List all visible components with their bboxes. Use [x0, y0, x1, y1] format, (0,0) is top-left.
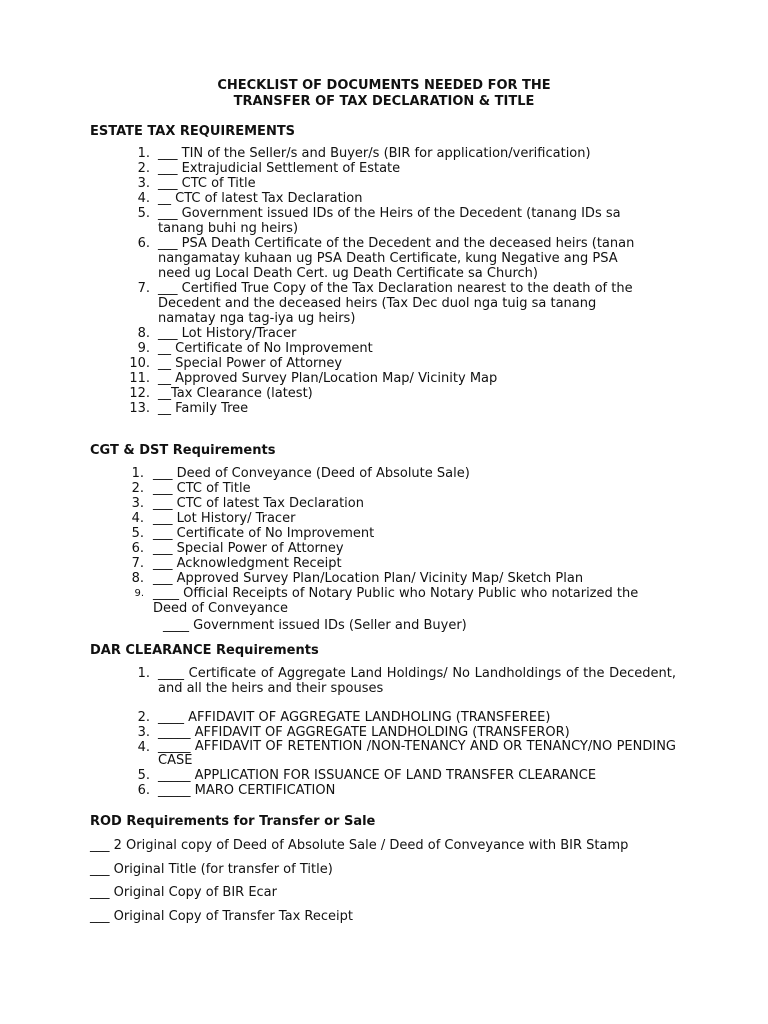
- item-number: 10.: [129, 356, 150, 371]
- list-item: [0, 466, 673, 481]
- item-number: 3.: [137, 176, 150, 191]
- list-item: [0, 511, 673, 526]
- rod-heading: ROD Requirements for Transfer or Sale: [90, 814, 376, 829]
- item-number: 9.: [137, 341, 150, 356]
- item-text: _____ AFFIDAVIT OF RETENTION /NON-TENANCY AND OR TENANCY/NO PENDING CASE: [158, 739, 676, 768]
- item-text: ___ Acknowledgment Receipt: [153, 556, 342, 571]
- item-number: 13.: [129, 401, 150, 416]
- cgt-dst-heading: CGT & DST Requirements: [90, 443, 276, 458]
- list-item: [0, 161, 648, 176]
- item-text: ___ Extrajudicial Settlement of Estate: [158, 161, 401, 176]
- item-number: 2.: [137, 161, 150, 176]
- item-text: __ Approved Survey Plan/Location Map/ Vicinity Map: [158, 371, 498, 386]
- item-text: ___ Lot History/Tracer: [158, 326, 297, 341]
- item-text: ___ Lot History/ Tracer: [153, 511, 296, 526]
- list-item: [0, 556, 673, 571]
- item-number: 2.: [131, 481, 144, 496]
- list-item: [0, 281, 648, 326]
- item-number: 1.: [137, 666, 150, 681]
- list-item: [0, 666, 676, 696]
- list-item: [0, 401, 648, 416]
- list-item: [0, 146, 648, 161]
- list-item: [0, 710, 676, 725]
- list-item: [0, 740, 676, 768]
- list-item: [0, 571, 673, 586]
- item-number: 4.: [131, 511, 144, 526]
- item-text: ___ Government issued IDs of the Heirs of the Decedent (tanang IDs sa tanang buhi ng heirs): [158, 206, 621, 236]
- list-item: [0, 236, 648, 281]
- item-text: ____ Official Receipts of Notary Public who Notary Public who notarized the Deed of Conveyance: [153, 586, 639, 616]
- item-number: 4.: [137, 740, 150, 755]
- list-item: [0, 176, 648, 191]
- item-text: ___ Certificate of No Improvement: [153, 526, 375, 541]
- item-number: 7.: [131, 556, 144, 571]
- item-text: _____ APPLICATION FOR ISSUANCE OF LAND TRANSFER CLEARANCE: [158, 768, 597, 783]
- list-item: [0, 541, 673, 556]
- item-text: _____ AFFIDAVIT OF AGGREGATE LANDHOLDING (TRANSFEROR): [158, 725, 570, 740]
- item-text: ___ TIN of the Seller/s and Buyer/s (BIR for application/verification): [158, 146, 591, 161]
- item-number: 11.: [129, 371, 150, 386]
- item-text: ___ Special Power of Attorney: [153, 541, 344, 556]
- estate-tax-heading: ESTATE TAX REQUIREMENTS: [90, 124, 296, 139]
- list-item: [0, 371, 648, 386]
- item-text: __ CTC of latest Tax Declaration: [158, 191, 363, 206]
- list-item: [0, 206, 648, 236]
- list-item: [0, 481, 673, 496]
- list-item: [0, 725, 676, 740]
- item-text: ___ CTC of Title: [153, 481, 251, 496]
- item-number: 6.: [137, 236, 150, 251]
- list-item: [0, 783, 676, 798]
- item-number: 1.: [131, 466, 144, 481]
- item-number: 7.: [137, 281, 150, 296]
- item-number: 5.: [131, 526, 144, 541]
- item-text: ____ AFFIDAVIT OF AGGREGATE LANDHOLING (TRANSFEREE): [158, 710, 551, 725]
- item-number: 12.: [129, 386, 150, 401]
- item-text: ___ Approved Survey Plan/Location Plan/ Vicinity Map/ Sketch Plan: [153, 571, 584, 586]
- item-text: ___ CTC of Title: [158, 176, 256, 191]
- dar-clearance-list: [0, 666, 768, 798]
- cgt-extra-item: ____ Government issued IDs (Seller and Buyer): [163, 618, 467, 633]
- item-text: __ Certificate of No Improvement: [158, 341, 373, 356]
- list-item: [0, 768, 676, 783]
- item-number: 9.: [134, 588, 144, 599]
- item-text: ___ Deed of Conveyance (Deed of Absolute Sale): [153, 466, 470, 481]
- document-title-line-2: TRANSFER OF TAX DECLARATION & TITLE: [233, 94, 535, 109]
- list-item: [0, 341, 648, 356]
- item-number: 4.: [137, 191, 150, 206]
- item-text: __Tax Clearance (latest): [158, 386, 313, 401]
- list-item: [0, 386, 648, 401]
- item-text: ____ Certificate of Aggregate Land Holdings/ No Landholdings of the Decedent, and all the heirs and their spouses: [158, 666, 676, 696]
- item-number: 8.: [131, 571, 144, 586]
- rod-item: ___ Original Copy of Transfer Tax Receipt: [90, 909, 353, 924]
- item-text: ___ CTC of latest Tax Declaration: [153, 496, 364, 511]
- item-text: ___ Certified True Copy of the Tax Declaration nearest to the death of the Decedent and the deceased heirs (Tax Dec duol nga tuig sa tanang namatay nga tag-iya ug heirs): [158, 281, 633, 326]
- rod-item: ___ 2 Original copy of Deed of Absolute Sale / Deed of Conveyance with BIR Stamp: [90, 838, 629, 853]
- cgt-dst-list: [0, 466, 768, 616]
- item-number: 8.: [137, 326, 150, 341]
- list-item: [0, 356, 648, 371]
- list-item: [0, 326, 648, 341]
- item-text: __ Family Tree: [158, 401, 249, 416]
- item-number: 6.: [131, 541, 144, 556]
- rod-item: ___ Original Title (for transfer of Title): [90, 862, 333, 877]
- rod-item: ___ Original Copy of BIR Ecar: [90, 885, 277, 900]
- list-item: [0, 496, 673, 511]
- item-text: _____ MARO CERTIFICATION: [158, 783, 336, 798]
- item-number: 5.: [137, 206, 150, 221]
- dar-clearance-heading: DAR CLEARANCE Requirements: [90, 643, 319, 658]
- item-text: ___ PSA Death Certificate of the Decedent and the deceased heirs (tanan nangamatay kuhaan ug PSA Death Certificate, kung Negative ang PSA need ug Local Death Cert. ug Death Certificate sa Church): [158, 236, 635, 281]
- item-number: 3.: [131, 496, 144, 511]
- item-text: __ Special Power of Attorney: [158, 356, 343, 371]
- list-item: [0, 526, 673, 541]
- item-number: 1.: [137, 146, 150, 161]
- item-number: 5.: [137, 768, 150, 783]
- list-item: [0, 586, 673, 616]
- item-number: 6.: [137, 783, 150, 798]
- item-number: 2.: [137, 710, 150, 725]
- estate-tax-list: [0, 146, 768, 416]
- document-title-line-1: CHECKLIST OF DOCUMENTS NEEDED FOR THE: [217, 78, 551, 93]
- list-item: [0, 191, 648, 206]
- item-number: 3.: [137, 725, 150, 740]
